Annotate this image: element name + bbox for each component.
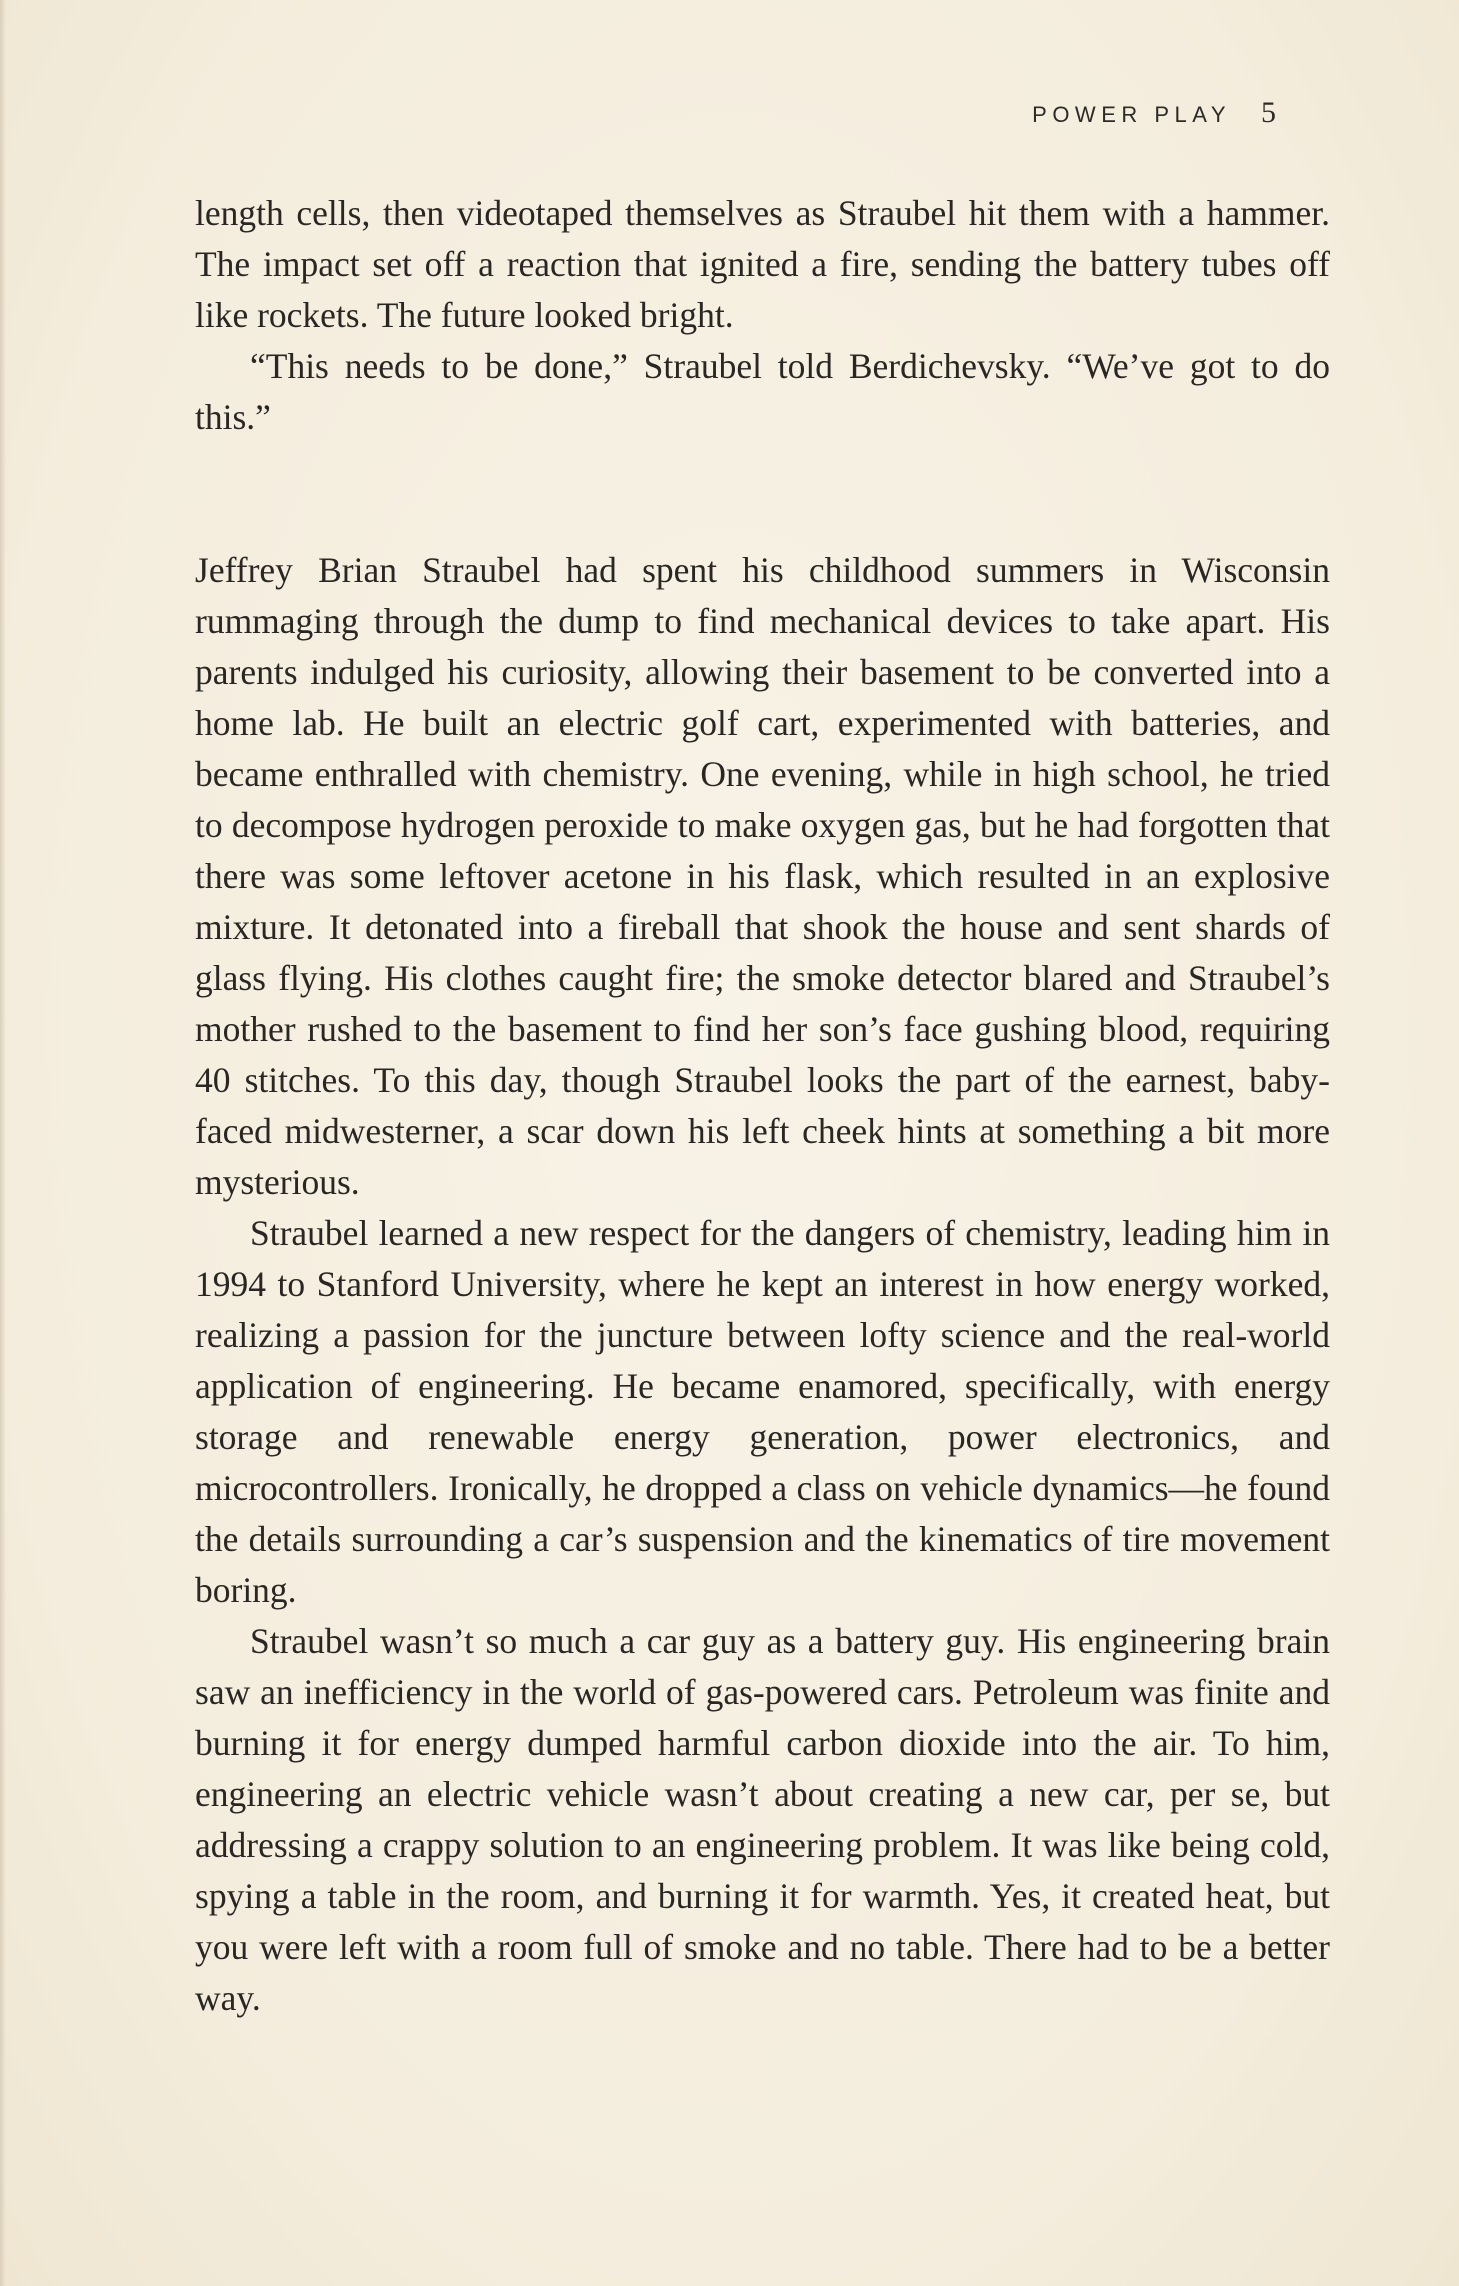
paragraph: Straubel wasn’t so much a car guy as a battery guy. His engineering brain saw an inefficiency in the world of gas-powered cars. Petroleum was finite and burning it for energy dumped harmful carbon dioxide into the air. To him, engineering an electric vehicle wasn’t about creating a new car, per se, but addressing a crappy solution to an engineering problem. It was like being cold, spying a table in the room, and burning it for warmth. Yes, it created heat, but you were left with a room full of smoke and no table. There had to be a better way.	[195, 1621, 1330, 2018]
page-number: 5	[1261, 96, 1276, 129]
paragraph: Straubel learned a new respect for the dangers of chemistry, leading him in 1994 to Stanford University, where he kept an interest in how energy worked, realizing a passion for the juncture between lofty science and the real-world application of engineering. He became enamored, specifically, with energy storage and renewable energy generation, power electronics, and microcontrollers. Ironically, he dropped a class on vehicle dynamics—he found the details surrounding a car’s suspension and the kinematics of tire movement boring.	[195, 1213, 1330, 1610]
running-head: POWER PLAY	[1032, 102, 1231, 127]
paragraph: length cells, then videotaped themselves as Straubel hit them with a hammer. The impact set off a reaction that ignited a fire, sending the battery tubes off like rockets. The future looked bright.	[195, 193, 1330, 335]
text-block-1	[195, 188, 1330, 443]
paragraph: “This needs to be done,” Straubel told Berdichevsky. “We’ve got to do this.”	[195, 346, 1330, 437]
text-block-2	[195, 545, 1330, 2024]
paragraph: Jeffrey Brian Straubel had spent his childhood summers in Wisconsin rummaging through the dump to find mechanical devices to take apart. His parents indulged his curiosity, allowing their basement to be converted into a home lab. He built an electric golf cart, experimented with batteries, and became enthralled with chemistry. One evening, while in high school, he tried to decompose hydrogen peroxide to make oxygen gas, but he had forgotten that there was some leftover acetone in his flask, which resulted in an explosive mixture. It detonated into a fireball that shook the house and sent shards of glass flying. His clothes caught fire; the smoke detector blared and Straubel’s mother rushed to the basement to find her son’s face gushing blood, requiring 40 stitches. To this day, though Straubel looks the part of the earnest, baby-faced midwesterner, a scar down his left cheek hints at something a bit more mysterious.	[195, 550, 1330, 1202]
page-header	[1032, 96, 1276, 130]
page-edge-shadow	[0, 0, 6, 2286]
